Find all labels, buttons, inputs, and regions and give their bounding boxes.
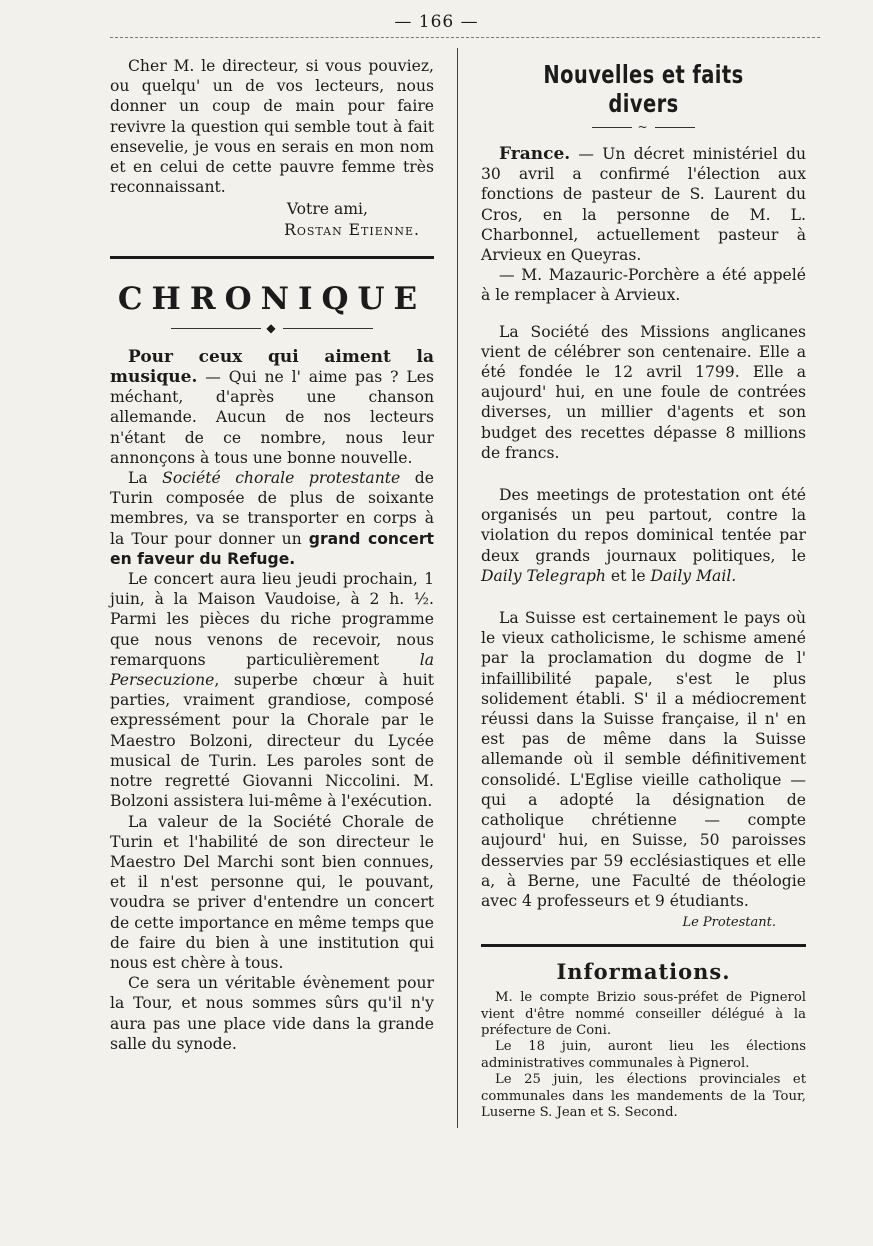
info-rule-top	[481, 944, 806, 947]
music-text: — Qui ne l' aime pas ? Les méchant, d'après une chanson allemande. Aucun de nos lecteurs n'étant de ce nombre, nous leur annonçons à tous une bonne nouvelle.	[110, 368, 434, 467]
chorale-text-2: de Turin composée de plus de soixante membres, va se transporter en corps à la Tour pour donner un	[110, 469, 435, 548]
news-section-title: Nouvelles et faits divers	[543, 60, 744, 118]
letter-paragraph: Cher M. le directeur, si vous pouviez, ou quelqu' un de vos lecteurs, nous donner un coup de main pour faire revivre la question qui semble tout à fait ensevelie, je vous en serais en mon nom et en celui de cette pauvre femme très reconnaissant.	[110, 57, 434, 197]
suisse-paragraph: La Suisse est certainement le pays où le vieux catholicisme, le schisme amené par la proclamation du dogme de l' infaillibilité papale, s'est le plus solidement établi. S' il a médiocrement réussi dans la Suisse française, il n' en est pas de même dans la Suisse allemande où il semble définitivement consolidé. L'Eglise vieille catholique — qui a adopté la désignation de catholique chrétienne — compte aujourd' hui, en Suisse, 50 paroisses desservies par 59 ecclésiastiques et elle a, à Berne, une Faculté de théologie avec 4 professeurs et 9 étudiants.	[481, 609, 806, 910]
page-number: — 166 —	[394, 12, 479, 32]
header-rule	[110, 37, 820, 38]
evenement-paragraph: Ce sera un véritable évènement pour la Tour, et nous sommes sûrs qu'il n'y aura pas une place vide dans la grande salle du synode.	[110, 974, 434, 1053]
concert-text-2: , superbe chœur à huit parties, vraiment grandiose, composé expressément pour la Chorale par le Maestro Bolzoni, directeur du Lycée musical de Turin. Les paroles sont de notre regretté Giovanni Niccolini. M. Bolzoni assistera lui-même à l'exécution.	[110, 671, 434, 811]
right-column	[481, 56, 806, 1121]
news-ornament: ~	[481, 120, 806, 134]
concert-highlight: grand concert en faveur du Refuge.	[110, 529, 434, 568]
letter-signature: Rostan Etienne.	[284, 220, 420, 239]
daily-telegraph: Daily Telegraph	[481, 566, 606, 585]
meetings-text-2: et le	[605, 566, 651, 585]
chronique-title: CHRONIQUE	[117, 280, 427, 317]
informations-title: Informations.	[556, 959, 731, 985]
section-rule	[110, 256, 434, 259]
music-paragraph	[110, 347, 434, 468]
valeur-paragraph: La valeur de la Société Chorale de Turin et l'habilité de son directeur le Maestro Del Marchi sont bien connues, et il n'est personne qui, le pouvant, voudra se priver d'entendre un concert de cette importance en même temps que de faire du bien à une institution qui nous est chère à tous.	[110, 812, 434, 972]
column-divider	[457, 48, 458, 1128]
meetings-paragraph	[481, 485, 806, 586]
concert-paragraph	[110, 569, 434, 811]
chorale-name: Société chorale protestante	[162, 469, 401, 488]
mazauric-paragraph: — M. Mazauric-Porchère a été appelé à le remplacer à Arvieux.	[481, 266, 806, 305]
chorale-paragraph	[110, 468, 434, 569]
daily-mail: Daily Mail.	[650, 566, 737, 585]
source-attribution: Le Protestant.	[682, 915, 776, 931]
informations-list	[481, 990, 806, 1121]
letter-closing: Votre ami,	[286, 200, 368, 219]
france-text: — Un décret ministériel du 30 avril a confirmé l'élection aux fonctions de pasteur de S. Laurent du Cros, en la personne de M. L. Charbonnel, actuellement pasteur à Arvieux en Queyras.	[481, 145, 806, 265]
info-item-3: Le 25 juin, les élections provinciales et communales dans les mandements de la Tour, Luserne S. Jean et S. Second.	[481, 1072, 806, 1120]
persecuzione-title: la Persecuzione	[110, 650, 434, 690]
meetings-text-1: Des meetings de protestation ont été organisés un peu partout, contre la violation du repos dominical tentée par deux grands journaux politiques, le	[481, 486, 806, 565]
music-heading: Pour ceux qui aiment la musique.	[110, 346, 434, 388]
info-item-1: M. le compte Brizio sous-préfet de Pignerol vient d'être nommé conseiller délégué à la préfecture de Coni.	[481, 990, 806, 1038]
missions-paragraph: La Société des Missions anglicanes vient de célébrer son centenaire. Elle a été fondée le 12 avril 1799. Elle a aujourd' hui, en une foule de contrées diverses, un millier d'agents et son budget des recettes dépasse 8 millions de francs.	[481, 322, 806, 462]
chorale-text-1: La	[128, 469, 163, 488]
france-label: France.	[499, 144, 571, 164]
concert-text-1: Le concert aura lieu jeudi prochain, 1 juin, à la Maison Vaudoise, à 2 h. ½. Parmi les pièces du riche programme que nous venons de recevoir, nous remarquons particulièrement	[110, 570, 434, 669]
info-item-2: Le 18 juin, auront lieu les élections administratives communales à Pignerol.	[481, 1039, 806, 1071]
france-paragraph	[481, 144, 806, 265]
ornament-divider: ◆	[110, 321, 434, 335]
left-column	[110, 56, 434, 1054]
